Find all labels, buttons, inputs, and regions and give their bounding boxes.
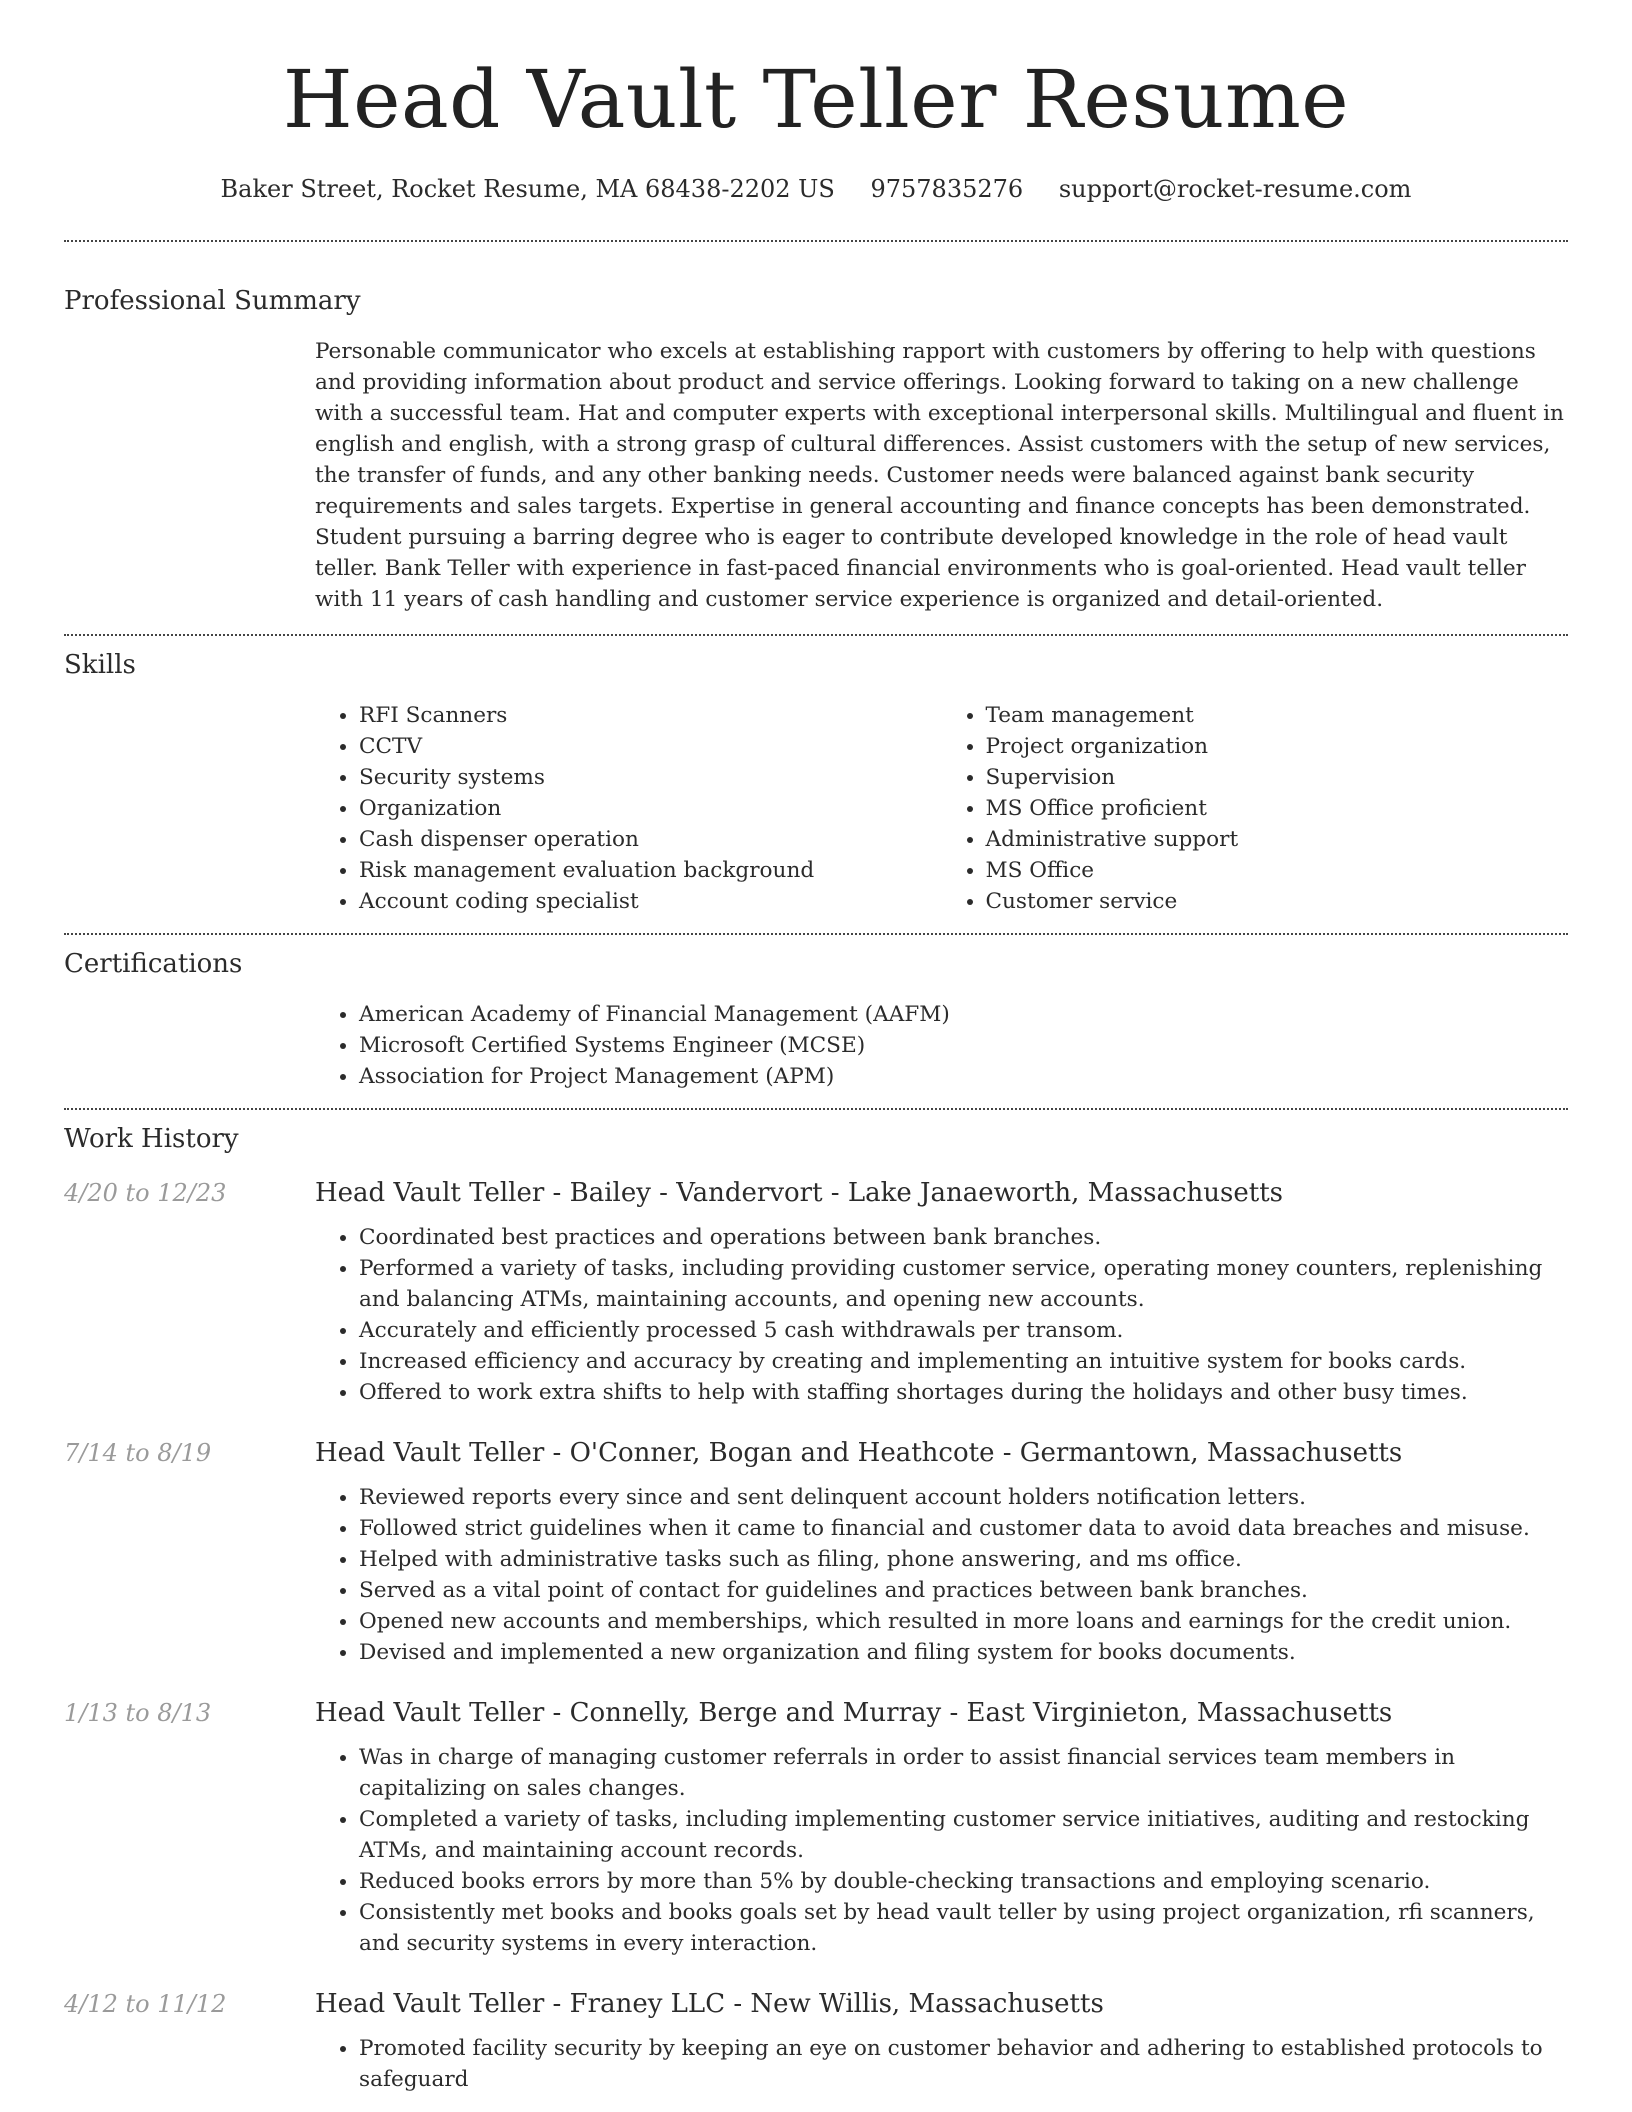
list-item: • Devised and implemented a new organization and filing system for books documents. [359,1637,1568,1668]
list-item: • Association for Project Management (APM) [359,1061,1568,1092]
list-item: • Reviewed reports every since and sent delinquent account holders notification letters. [359,1482,1568,1513]
list-item: • Was in charge of managing customer referrals in order to assist financial services team members in capitalizing on sales changes. [359,1742,1568,1804]
list-item: • Promoted facility security by keeping an eye on customer behavior and adhering to established protocols to safeguard [359,2033,1568,2095]
job-title: Head Vault Teller - Bailey - Vandervort - Lake Janaeworth, Massachusetts [315,1178,1283,1208]
job-dates: 4/12 to 11/12 [64,1990,227,2018]
contact-email: support@rocket-resume.com [1058,175,1412,203]
list-item: • Team management [986,700,1569,731]
job-bullets [315,2033,1568,2095]
list-item: • Cash dispenser operation [359,824,942,855]
job-dates: 1/13 to 8/13 [64,1699,212,1727]
list-item: • MS Office proficient [986,793,1569,824]
list-item: • Served as a vital point of contact for guidelines and practices between bank branches. [359,1575,1568,1606]
job-entry [64,1176,1568,1408]
list-item: • Consistently met books and books goals set by head vault teller by using project organization, rfi scanners, and security systems in every interaction. [359,1897,1568,1959]
list-item: • Reduced books errors by more than 5% by double-checking transactions and employing scenario. [359,1866,1568,1897]
list-item: • American Academy of Financial Management (AAFM) [359,999,1568,1030]
list-item: • Completed a variety of tasks, including implementing customer service initiatives, auditing and restocking ATMs, and maintaining account records. [359,1804,1568,1866]
job-title: Head Vault Teller - Connelly, Berge and Murray - East Virginieton, Massachusetts [315,1698,1393,1728]
skills-list-left [315,700,942,917]
contact-address: Baker Street, Rocket Resume, MA 68438-2202 US [220,175,835,203]
skills-heading: Skills [64,650,136,680]
list-item: • Helped with administrative tasks such as filing, phone answering, and ms office. [359,1544,1568,1575]
skills-grid [315,700,1568,933]
list-item: • Administrative support [986,824,1569,855]
resume-title: Head Vault Teller Resume [282,53,1350,146]
list-item: • Account coding specialist [359,886,942,917]
certifications-section [64,935,1568,1108]
list-item: • Offered to work extra shifts to help with staffing shortages during the holidays and other busy times. [359,1377,1568,1408]
certifications-list [315,999,1568,1092]
list-item: • Security systems [359,762,942,793]
list-item: • CCTV [359,731,942,762]
job-entry [64,1987,1568,2095]
job-bullets [315,1222,1568,1408]
job-entry [64,1436,1568,1668]
job-bullets [315,1742,1568,1959]
list-item: • Project organization [986,731,1569,762]
list-item: • Accurately and efficiently processed 5 cash withdrawals per transom. [359,1315,1568,1346]
contact-line [64,174,1568,204]
job-dates: 4/20 to 12/23 [64,1179,227,1207]
skills-section [64,636,1568,933]
list-item: • Opened new accounts and memberships, which resulted in more loans and earnings for the credit union. [359,1606,1568,1637]
list-item: • Increased efficiency and accuracy by creating and implementing an intuitive system for books cards. [359,1346,1568,1377]
list-item: • Customer service [986,886,1569,917]
list-item: • MS Office [986,855,1569,886]
list-item: • Organization [359,793,942,824]
summary-text: Personable communicator who excels at establishing rapport with customers by offering to help with questions and providing information about product and service offerings. Looking forward to taking on a new challenge with a successful team. Hat and computer experts with exceptional interpersonal skills. Multilingual and fluent in english and english, with a strong grasp of cultural differences. Assist customers with the setup of new services, the transfer of funds, and any other banking needs. Customer needs were balanced against bank security requirements and sales targets. Expertise in general accounting and finance concepts has been demonstrated. Student pursuing a barring degree who is eager to contribute developed knowledge in the role of head vault teller. Bank Teller with experience in fast-paced financial environments who is goal-oriented. Head vault teller with 11 years of cash handling and customer service experience is organized and detail-oriented. [315,339,1564,612]
job-title: Head Vault Teller - O'Conner, Bogan and Heathcote - Germantown, Massachusetts [315,1438,1403,1468]
list-item: • Performed a variety of tasks, including providing customer service, operating money counters, replenishing and balancing ATMs, maintaining accounts, and opening new accounts. [359,1253,1568,1315]
list-item: • Risk management evaluation background [359,855,942,886]
job-title: Head Vault Teller - Franey LLC - New Willis, Massachusetts [315,1989,1104,2019]
certifications-heading: Certifications [64,949,243,979]
list-item: • Followed strict guidelines when it came to financial and customer data to avoid data breaches and misuse. [359,1513,1568,1544]
skills-list-right [942,700,1569,917]
work-history-section [64,1110,1568,2095]
job-bullets [315,1482,1568,1668]
contact-phone: 9757835276 [870,175,1024,203]
work-history-heading: Work History [64,1124,239,1154]
job-dates: 7/14 to 8/19 [64,1439,212,1467]
list-item: • Coordinated best practices and operations between bank branches. [359,1222,1568,1253]
list-item: • Microsoft Certified Systems Engineer (MCSE) [359,1030,1568,1061]
list-item: • RFI Scanners [359,700,942,731]
summary-section [64,242,1568,634]
summary-heading: Professional Summary [64,286,361,316]
list-item: • Supervision [986,762,1569,793]
job-entry [64,1696,1568,1959]
